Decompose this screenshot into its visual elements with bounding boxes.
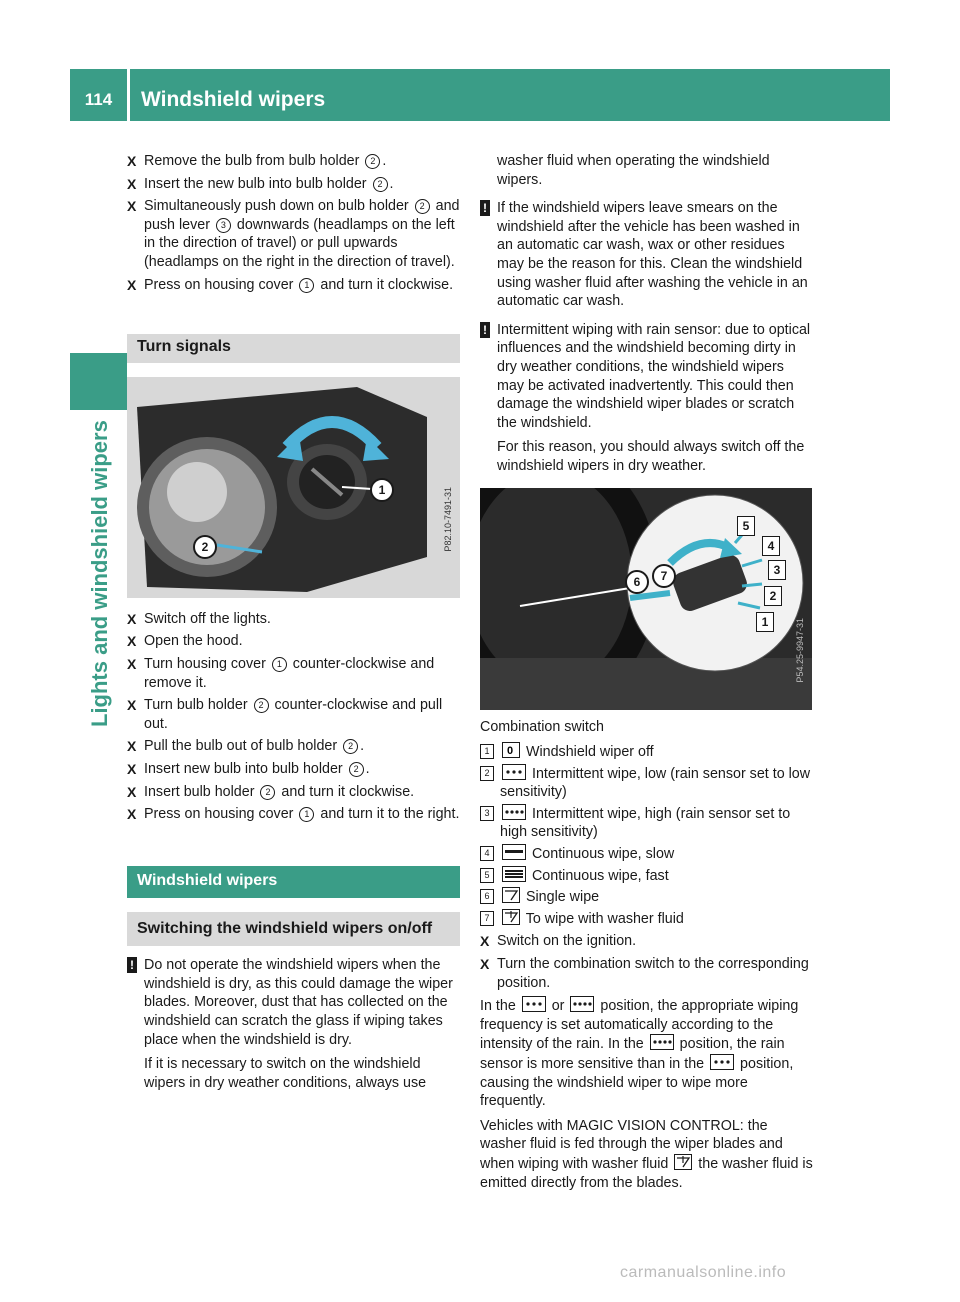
wiper-step: X Switch on the ignition. [480,933,637,950]
circled-number: 2 [349,762,364,777]
step-arrow-icon: X [127,153,137,169]
step-arrow-icon: X [127,760,137,777]
step-arrow-icon: X [127,783,137,800]
photo-callout-4: 4 [762,536,780,556]
svg-text:0: 0 [507,745,514,758]
bulb-step: X Press on housing cover 1 and turn it clockwise. [127,276,454,293]
legend-item: 1 0 Windshield wiper off [480,742,814,762]
washer-fluid-icon [674,1154,692,1170]
photo-callout-2: 2 [193,535,217,559]
warning-icon: ! [127,957,137,973]
right-column [480,152,814,1198]
combination-switch-photo [480,488,812,710]
legend-number: 4 [480,846,494,861]
cont-fast-icon [502,866,526,882]
legend-number: 6 [480,889,494,904]
windshield-wipers-heading: Windshield wipers [127,866,460,899]
circled-number: 1 [299,807,314,822]
step-arrow-icon: X [127,610,137,627]
warning-dry-operation: ! Do not operate the windshield wipers when the windshield is dry, as this could damage the wiper blades. Moreover, dust that has collected on the windshield can scratch the glass if wiping takes place when the windshield is dry. If it is necessary to switch on the windshield wipers in dry weather conditions, always use [127,956,460,1092]
legend-item: 2 Intermittent wipe, low (rain sensor set to low sensitivity) [480,764,814,802]
circled-number: 2 [373,177,388,192]
turn-signal-step: X Switch off the lights. [127,610,271,627]
switching-heading: Switching the windshield wipers on/off [127,912,460,946]
legend-number: 7 [480,911,494,926]
side-tab-block [70,353,127,410]
washer-icon [502,909,520,925]
photo-reference-code: P82.10-7491-31 [443,486,454,552]
step-arrow-icon: X [127,198,137,215]
warning-icon: ! [480,322,490,338]
step-arrow-icon: X [127,276,137,293]
circled-number: 2 [343,739,358,754]
turn-signal-step: X Turn housing cover 1 counter-clockwise and remove it. [127,655,435,691]
photo-callout-5: 5 [737,516,755,536]
turn-signal-step: X Open the hood. [127,633,243,650]
int-low-icon [502,764,526,780]
circled-number: 2 [260,785,275,800]
step-arrow-icon: X [480,933,490,950]
legend-item: 5 Continuous wipe, fast [480,866,814,886]
legend-item: 4 Continuous wipe, slow [480,844,814,864]
step-arrow-icon: X [127,738,137,755]
turn-signal-step: X Pull the bulb out of bulb holder 2 . [127,738,365,755]
circled-number: 3 [216,218,231,233]
turn-signal-step: X Turn bulb holder 2 counter-clockwise and pull out. [127,697,443,732]
turn-signals-heading: Turn signals [127,334,460,363]
left-column [127,152,460,1098]
legend-number: 2 [480,766,494,781]
turn-signal-steps [127,610,460,824]
circled-number: 2 [254,698,269,713]
headlamp-photo [127,377,460,598]
header-divider [127,69,130,121]
switch-legend [480,742,814,928]
photo-reference-code: P54.25-9947-31 [795,617,806,683]
rain-sensor-paragraph: In the or position, the appropriate wiping frequency is set automatically according to the intensity of the rain. In the position, the rain sensor is more sensitive than in the position, causing the windshield wiper to wipe more frequently. [480,998,799,1110]
combination-switch-illustration [480,488,812,710]
cont-slow-icon [502,844,526,860]
legend-item: 7 To wipe with washer fluid [480,909,814,929]
step-arrow-icon: X [127,175,137,192]
headlamp-illustration [127,377,460,598]
side-chapter-label: Lights and windshield wipers [87,420,112,727]
bulb-holder-steps [127,152,460,294]
legend-number: 3 [480,806,494,821]
watermark: carmanualsonline.info [620,1264,787,1281]
intermittent-high-icon [650,1034,674,1050]
step-arrow-icon: X [127,806,137,823]
step-arrow-icon: X [480,956,490,973]
photo-callout-6: 6 [625,570,649,594]
legend-item: 6 Single wipe [480,887,814,907]
photo-callout-7: 7 [652,564,676,588]
turn-signal-step: X Press on housing cover 1 and turn it to the right. [127,806,460,823]
turn-signal-step: X Insert new bulb into bulb holder 2 . [127,760,370,777]
magic-vision-paragraph: Vehicles with MAGIC VISION CONTROL: the washer fluid is fed through the wiper blades and when wiping with washer fluid the washer fluid is emitted directly from the blades. [480,1117,813,1191]
photo-callout-1: 1 [370,478,394,502]
step-arrow-icon: X [127,697,137,714]
figure-caption: Combination switch [480,718,604,735]
circled-number: 2 [415,199,430,214]
legend-item: 3 Intermittent wipe, high (rain sensor set to high sensitivity) [480,804,814,842]
intermittent-low-icon [522,996,546,1012]
wiper-steps [480,932,814,992]
step-arrow-icon: X [127,655,137,672]
bulb-step: X Insert the new bulb into bulb holder 2 . [127,175,394,192]
warning-icon: ! [480,200,490,216]
page-number: 114 [84,90,113,109]
0-icon [502,742,520,758]
legend-number: 5 [480,868,494,883]
photo-callout-1: 1 [756,612,774,632]
photo-callout-3: 3 [768,560,786,580]
int-high-icon [502,804,526,820]
turn-signal-step: X Insert bulb holder 2 and turn it clockwise. [127,783,415,800]
circled-number: 1 [299,278,314,293]
circled-number: 2 [365,154,380,169]
warning-smears: ! If the windshield wipers leave smears on the windshield after the vehicle has been washed in an automatic car wash, wax or other residues may be the reason for this. Clean the windshield using washer fluid after washing the vehicle in an automatic car wash. [480,199,814,311]
continued-text: washer fluid when operating the windshield wipers. [497,153,770,188]
page-title: Windshield wipers [141,88,326,111]
bulb-step: X Remove the bulb from bulb holder 2 . [127,153,387,169]
step-arrow-icon: X [127,633,137,650]
intermittent-high-icon [570,996,594,1012]
bulb-step: X Simultaneously push down on bulb holder 2 and push lever 3 downwards (headlamps on the left in the direction of travel) or pull upwards (headlamps on the right in the direction of travel). [127,198,460,270]
wiper-step: X Turn the combination switch to the corresponding position. [480,956,809,991]
warning-rain-sensor: ! Intermittent wiping with rain sensor: due to optical influences and the windshield becoming dirty in dry weather conditions, the windshield wipers may be activated inadvertently. This could then damage the windshield wiper blades or scratch the windshield. For this reason, you should always switch off the windshield wipers in dry weather. [480,321,814,476]
single-icon [502,887,520,903]
legend-number: 1 [480,744,494,759]
photo-callout-2: 2 [764,586,782,606]
circled-number: 1 [272,657,287,672]
intermittent-low-icon [710,1054,734,1070]
